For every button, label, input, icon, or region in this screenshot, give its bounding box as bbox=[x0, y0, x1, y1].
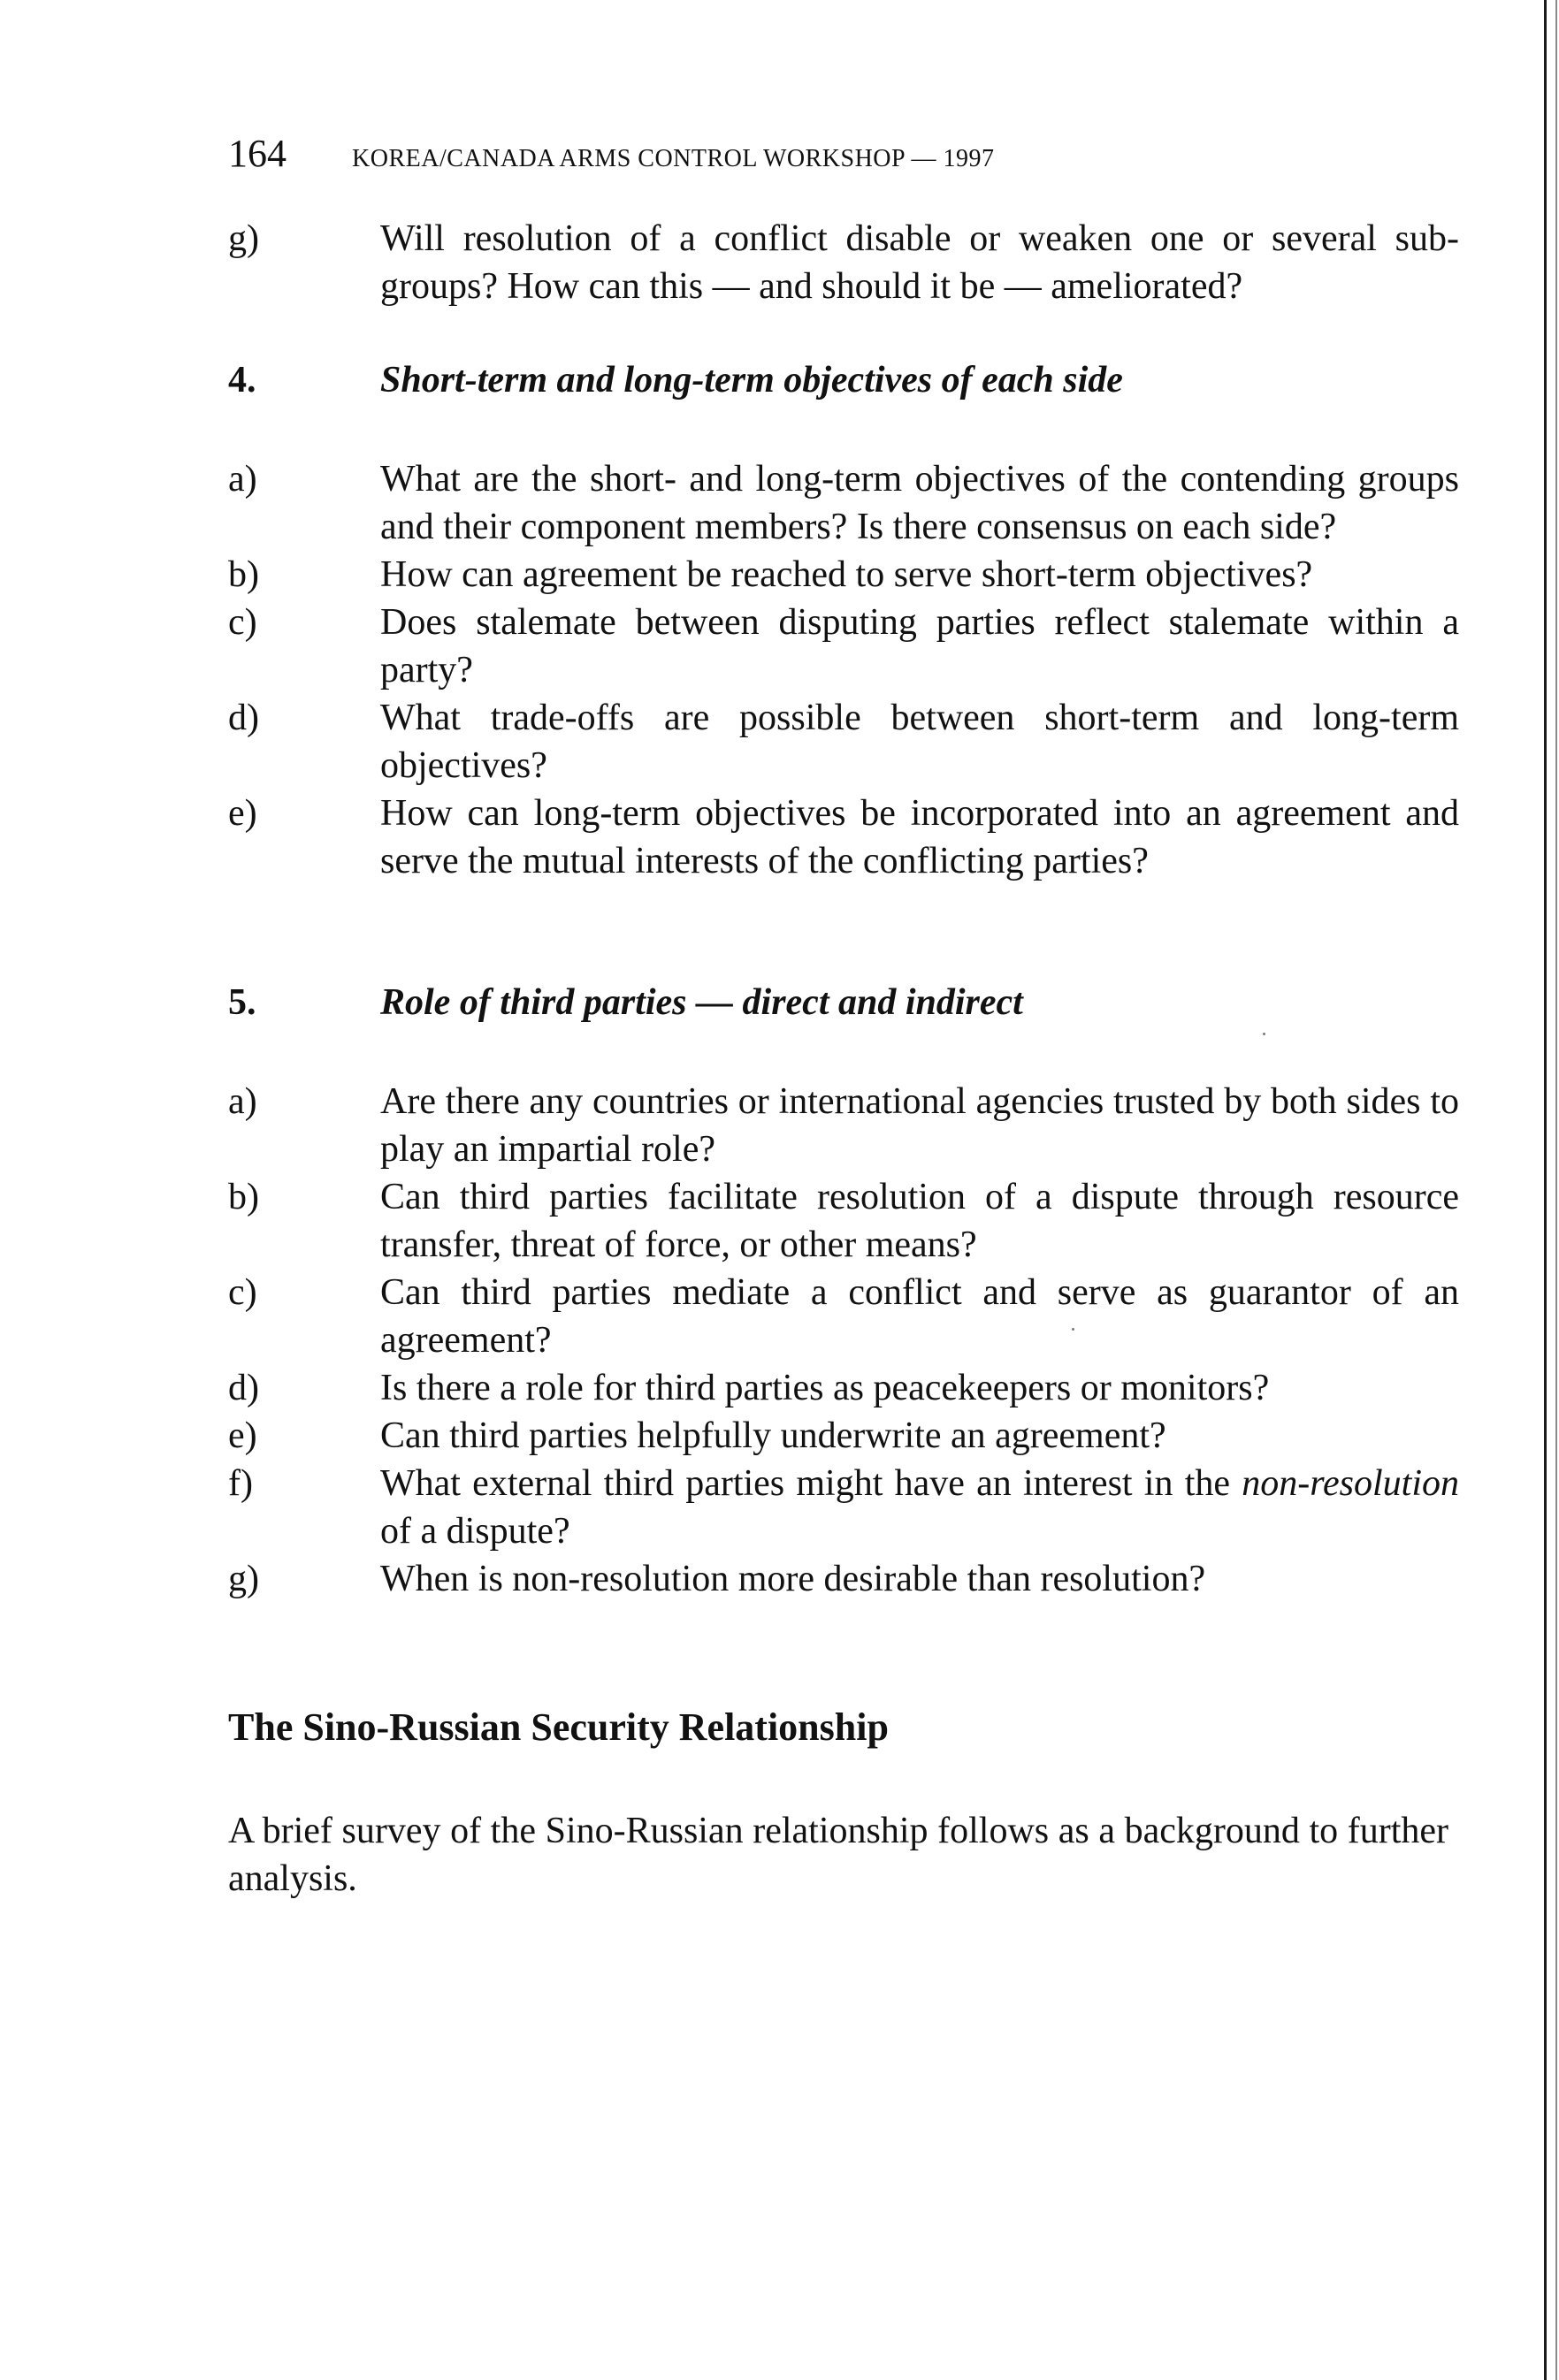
section-number: 4. bbox=[228, 360, 256, 400]
item-marker: e) bbox=[228, 1415, 257, 1456]
list-item bbox=[228, 694, 1466, 790]
section-heading: Short-term and long-term objectives of each side bbox=[380, 360, 1123, 400]
item-text: How can agreement be reached to serve short-term objectives? bbox=[380, 554, 1313, 595]
list-item bbox=[228, 1460, 1466, 1555]
list-item bbox=[228, 1173, 1466, 1269]
list-item bbox=[228, 1269, 1466, 1364]
item-text: Can third parties mediate a conflict and serve as guarantor of an agreement? bbox=[380, 1272, 1459, 1361]
running-head bbox=[228, 131, 995, 176]
list-item bbox=[228, 1364, 1466, 1412]
body-paragraph: A brief survey of the Sino-Russian relationship follows as a background to further analysis. bbox=[228, 1811, 1448, 1899]
item-text-emphasis: non-resolution bbox=[1242, 1463, 1459, 1504]
scan-speck bbox=[1072, 1328, 1074, 1331]
item-marker: d) bbox=[228, 698, 259, 738]
list-item bbox=[228, 551, 1466, 599]
item-marker: g) bbox=[228, 218, 259, 259]
list-item bbox=[228, 599, 1466, 694]
carryover-item bbox=[228, 215, 1466, 310]
item-text: Does stalemate between disputing parties reflect stalemate within a party? bbox=[380, 602, 1459, 690]
item-marker: c) bbox=[228, 602, 257, 643]
page-number: 164 bbox=[228, 132, 287, 175]
page-edge-shadow bbox=[1555, 0, 1557, 2380]
item-text: What are the short- and long-term objectives of the contending groups and their component members? Is there consensus on each side? bbox=[380, 459, 1459, 547]
item-text bbox=[380, 1460, 1459, 1555]
list-item bbox=[228, 1555, 1466, 1603]
section-title: The Sino-Russian Security Relationship bbox=[228, 1705, 889, 1749]
list-item bbox=[228, 215, 1466, 310]
item-text: Is there a role for third parties as peacekeepers or monitors? bbox=[380, 1368, 1270, 1408]
item-marker: a) bbox=[228, 1081, 257, 1122]
item-marker: f) bbox=[228, 1463, 253, 1504]
item-text: Will resolution of a conflict disable or weaken one or several sub-groups? How can this — and should it be — ameliorated? bbox=[380, 218, 1459, 307]
section-4-heading bbox=[228, 359, 1466, 401]
item-marker: c) bbox=[228, 1272, 257, 1313]
section-heading: Role of third parties — direct and indirect bbox=[380, 982, 1023, 1023]
item-text-start: What external third parties might have an interest in the bbox=[380, 1463, 1242, 1504]
item-marker: a) bbox=[228, 459, 257, 500]
list-item bbox=[228, 1078, 1466, 1173]
section-4-list bbox=[228, 455, 1466, 885]
item-marker: e) bbox=[228, 793, 257, 834]
list-item bbox=[228, 790, 1466, 885]
page-edge-line bbox=[1544, 0, 1547, 2380]
item-marker: g) bbox=[228, 1559, 259, 1599]
item-text: When is non-resolution more desirable than resolution? bbox=[380, 1559, 1206, 1599]
section-5-heading bbox=[228, 981, 1466, 1024]
list-item bbox=[228, 455, 1466, 551]
item-text: What trade-offs are possible between short-term and long-term objectives? bbox=[380, 698, 1459, 786]
item-text: Can third parties facilitate resolution of a dispute through resource transfer, threat of force, or other means? bbox=[380, 1177, 1459, 1265]
item-text: Are there any countries or international agencies trusted by both sides to play an impartial role? bbox=[380, 1081, 1459, 1170]
item-marker: d) bbox=[228, 1368, 259, 1408]
item-marker: b) bbox=[228, 1177, 259, 1217]
running-title: KOREA/CANADA ARMS CONTROL WORKSHOP — 1997 bbox=[352, 145, 995, 172]
item-marker: b) bbox=[228, 554, 259, 595]
item-text: How can long-term objectives be incorporated into an agreement and serve the mutual interests of the conflicting parties? bbox=[380, 793, 1459, 881]
item-text: Can third parties helpfully underwrite an agreement? bbox=[380, 1415, 1166, 1456]
item-text-end: of a dispute? bbox=[380, 1511, 570, 1552]
scan-speck bbox=[1263, 1033, 1265, 1035]
list-item bbox=[228, 1412, 1466, 1460]
section-number: 5. bbox=[228, 982, 256, 1023]
section-5-list bbox=[228, 1078, 1466, 1603]
